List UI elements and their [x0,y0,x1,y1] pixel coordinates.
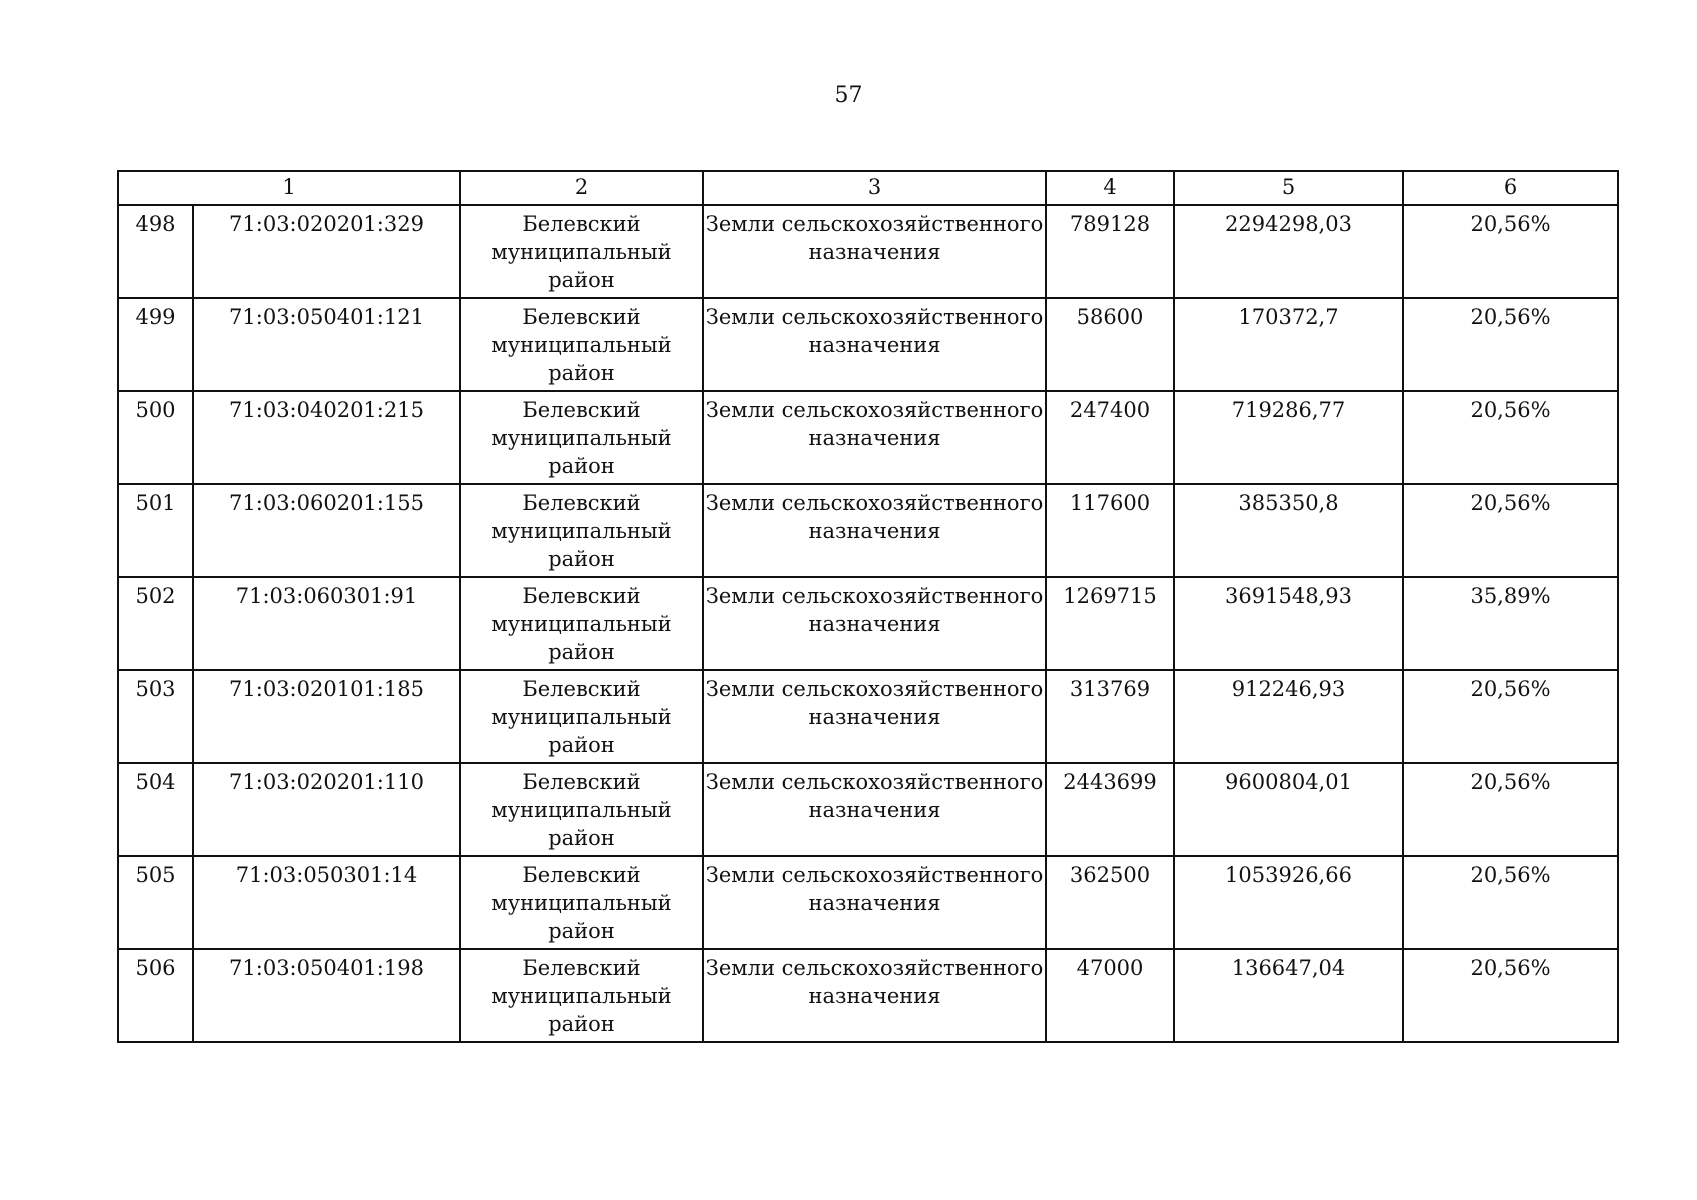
cadastral-value-cell: 719286,77 [1174,391,1403,484]
cadastral-value-cell: 1053926,66 [1174,856,1403,949]
area-cell: 362500 [1046,856,1174,949]
cadastral-value-cell: 170372,7 [1174,298,1403,391]
rate-cell: 35,89% [1403,577,1618,670]
column-header-4: 4 [1046,171,1174,205]
district-cell: Белевский муниципальный район [460,670,703,763]
land-category-cell: Земли сельскохозяйственного назначения [703,856,1046,949]
row-number-cell: 499 [118,298,193,391]
rate-cell: 20,56% [1403,484,1618,577]
rate-cell: 20,56% [1403,391,1618,484]
rate-cell: 20,56% [1403,856,1618,949]
cadastral-number-cell: 71:03:020201:329 [193,205,460,298]
table-row [118,298,1618,391]
area-cell: 313769 [1046,670,1174,763]
area-cell: 47000 [1046,949,1174,1042]
rate-cell: 20,56% [1403,670,1618,763]
cadastral-value-cell: 385350,8 [1174,484,1403,577]
land-category-cell: Земли сельскохозяйственного назначения [703,577,1046,670]
area-cell: 789128 [1046,205,1174,298]
land-registry-table [117,170,1619,1043]
cadastral-number-cell: 71:03:060301:91 [193,577,460,670]
rate-cell: 20,56% [1403,949,1618,1042]
area-cell: 247400 [1046,391,1174,484]
land-category-cell: Земли сельскохозяйственного назначения [703,484,1046,577]
cadastral-value-cell: 3691548,93 [1174,577,1403,670]
area-cell: 117600 [1046,484,1174,577]
rate-cell: 20,56% [1403,763,1618,856]
table-row [118,763,1618,856]
page-number: 57 [834,83,863,108]
land-category-cell: Земли сельскохозяйственного назначения [703,205,1046,298]
table-row [118,577,1618,670]
cadastral-number-cell: 71:03:050401:121 [193,298,460,391]
column-header-3: 3 [703,171,1046,205]
column-header-1: 1 [118,171,460,205]
area-cell: 1269715 [1046,577,1174,670]
row-number-cell: 506 [118,949,193,1042]
column-header-5: 5 [1174,171,1403,205]
district-cell: Белевский муниципальный район [460,205,703,298]
rate-cell: 20,56% [1403,298,1618,391]
cadastral-number-cell: 71:03:040201:215 [193,391,460,484]
table-row [118,670,1618,763]
row-number-cell: 502 [118,577,193,670]
table-row [118,856,1618,949]
row-number-cell: 501 [118,484,193,577]
table-row [118,484,1618,577]
land-category-cell: Земли сельскохозяйственного назначения [703,391,1046,484]
cadastral-number-cell: 71:03:060201:155 [193,484,460,577]
row-number-cell: 500 [118,391,193,484]
district-cell: Белевский муниципальный район [460,577,703,670]
row-number-cell: 505 [118,856,193,949]
cadastral-value-cell: 2294298,03 [1174,205,1403,298]
column-header-2: 2 [460,171,703,205]
land-category-cell: Земли сельскохозяйственного назначения [703,949,1046,1042]
cadastral-number-cell: 71:03:050301:14 [193,856,460,949]
table-body [118,205,1618,1042]
district-cell: Белевский муниципальный район [460,949,703,1042]
row-number-cell: 504 [118,763,193,856]
area-cell: 2443699 [1046,763,1174,856]
table-row [118,205,1618,298]
cadastral-number-cell: 71:03:020101:185 [193,670,460,763]
row-number-cell: 503 [118,670,193,763]
table-row [118,949,1618,1042]
land-category-cell: Земли сельскохозяйственного назначения [703,298,1046,391]
cadastral-value-cell: 136647,04 [1174,949,1403,1042]
area-cell: 58600 [1046,298,1174,391]
table-header [118,171,1618,205]
column-header-6: 6 [1403,171,1618,205]
row-number-cell: 498 [118,205,193,298]
land-category-cell: Земли сельскохозяйственного назначения [703,763,1046,856]
land-category-cell: Земли сельскохозяйственного назначения [703,670,1046,763]
header-row [118,171,1618,205]
rate-cell: 20,56% [1403,205,1618,298]
cadastral-number-cell: 71:03:050401:198 [193,949,460,1042]
cadastral-number-cell: 71:03:020201:110 [193,763,460,856]
district-cell: Белевский муниципальный район [460,856,703,949]
district-cell: Белевский муниципальный район [460,484,703,577]
cadastral-value-cell: 912246,93 [1174,670,1403,763]
table-row [118,391,1618,484]
district-cell: Белевский муниципальный район [460,298,703,391]
district-cell: Белевский муниципальный район [460,763,703,856]
district-cell: Белевский муниципальный район [460,391,703,484]
cadastral-value-cell: 9600804,01 [1174,763,1403,856]
